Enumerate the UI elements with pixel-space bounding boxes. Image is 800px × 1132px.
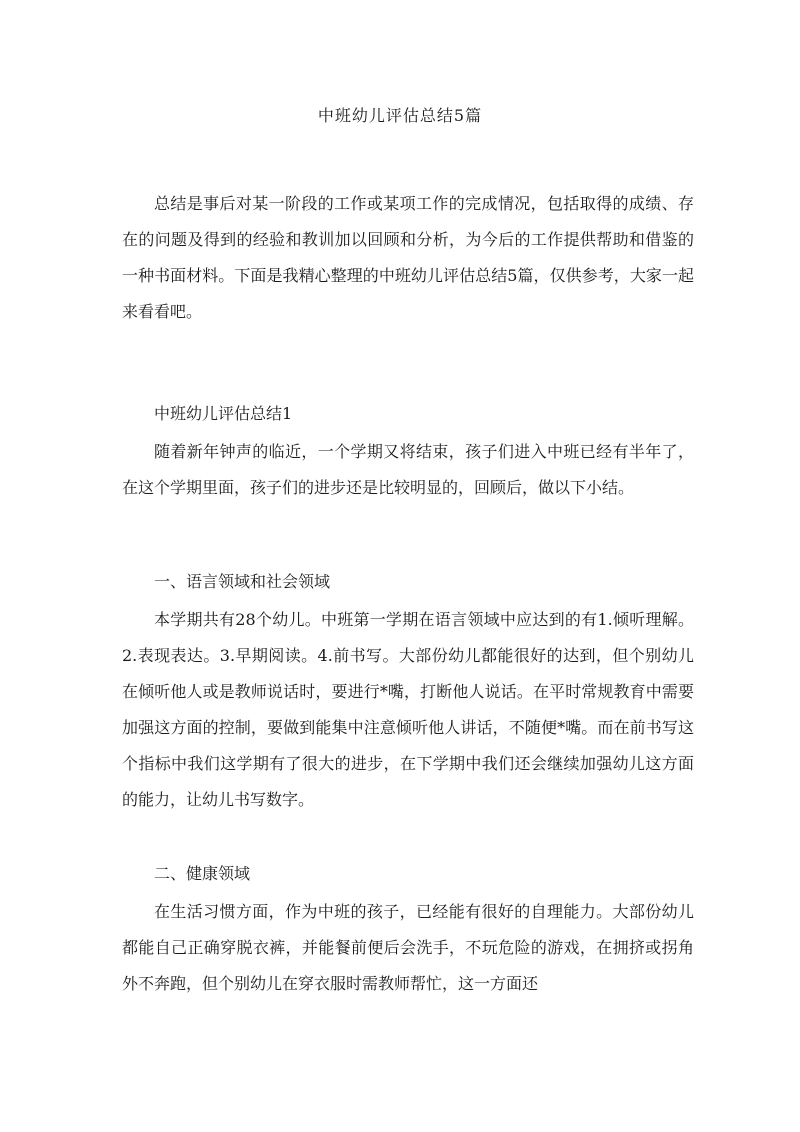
section-heading: 中班幼儿评估总结1 — [154, 404, 293, 423]
subheading-language-social: 一、语言领域和社会领域 — [154, 572, 331, 591]
subheading-health: 二、健康领域 — [154, 864, 251, 883]
body-paragraph-1: 随着新年钟声的临近，一个学期又将结束，孩子们进入中班已经有半年了，在这个学期里面，孩子们的进步还是比较明显的，回顾后，做以下小结。 — [122, 442, 694, 497]
intro-paragraph: 总结是事后对某一阶段的工作或某项工作的完成情况，包括取得的成绩、存在的问题及得到的经验和教训加以回顾和分析，为今后的工作提供帮助和借鉴的一种书面材料。下面是我精心整理的中班幼儿评估总结5篇，仅供参考，大家一起来看看吧。 — [122, 194, 694, 321]
body-paragraph-3: 在生活习惯方面，作为中班的孩子，已经能有很好的自理能力。大部份幼儿都能自己正确穿脱衣裤，并能餐前便后会洗手，不玩危险的游戏，在拥挤或拐角外不奔跑，但个别幼儿在穿衣服时需教师帮忙，这一方面还 — [122, 902, 694, 993]
document-title: 中班幼儿评估总结5篇 — [317, 106, 483, 125]
body-paragraph-2: 本学期共有28个幼儿。中班第一学期在语言领域中应达到的有1.倾听理解。2.表现表达。3.早期阅读。4.前书写。大部份幼儿都能很好的达到，但个别幼儿在倾听他人或是教师说话时，要进行*嘴，打断他人说话。在平时常规教育中需要加强这方面的控制，要做到能集中注意倾听他人讲话，不随便*嘴。而在前书写这个指标中我们这学期有了很大的进步，在下学期中我们还会继续加强幼儿这方面的能力，让幼儿书写数字。 — [122, 610, 694, 809]
